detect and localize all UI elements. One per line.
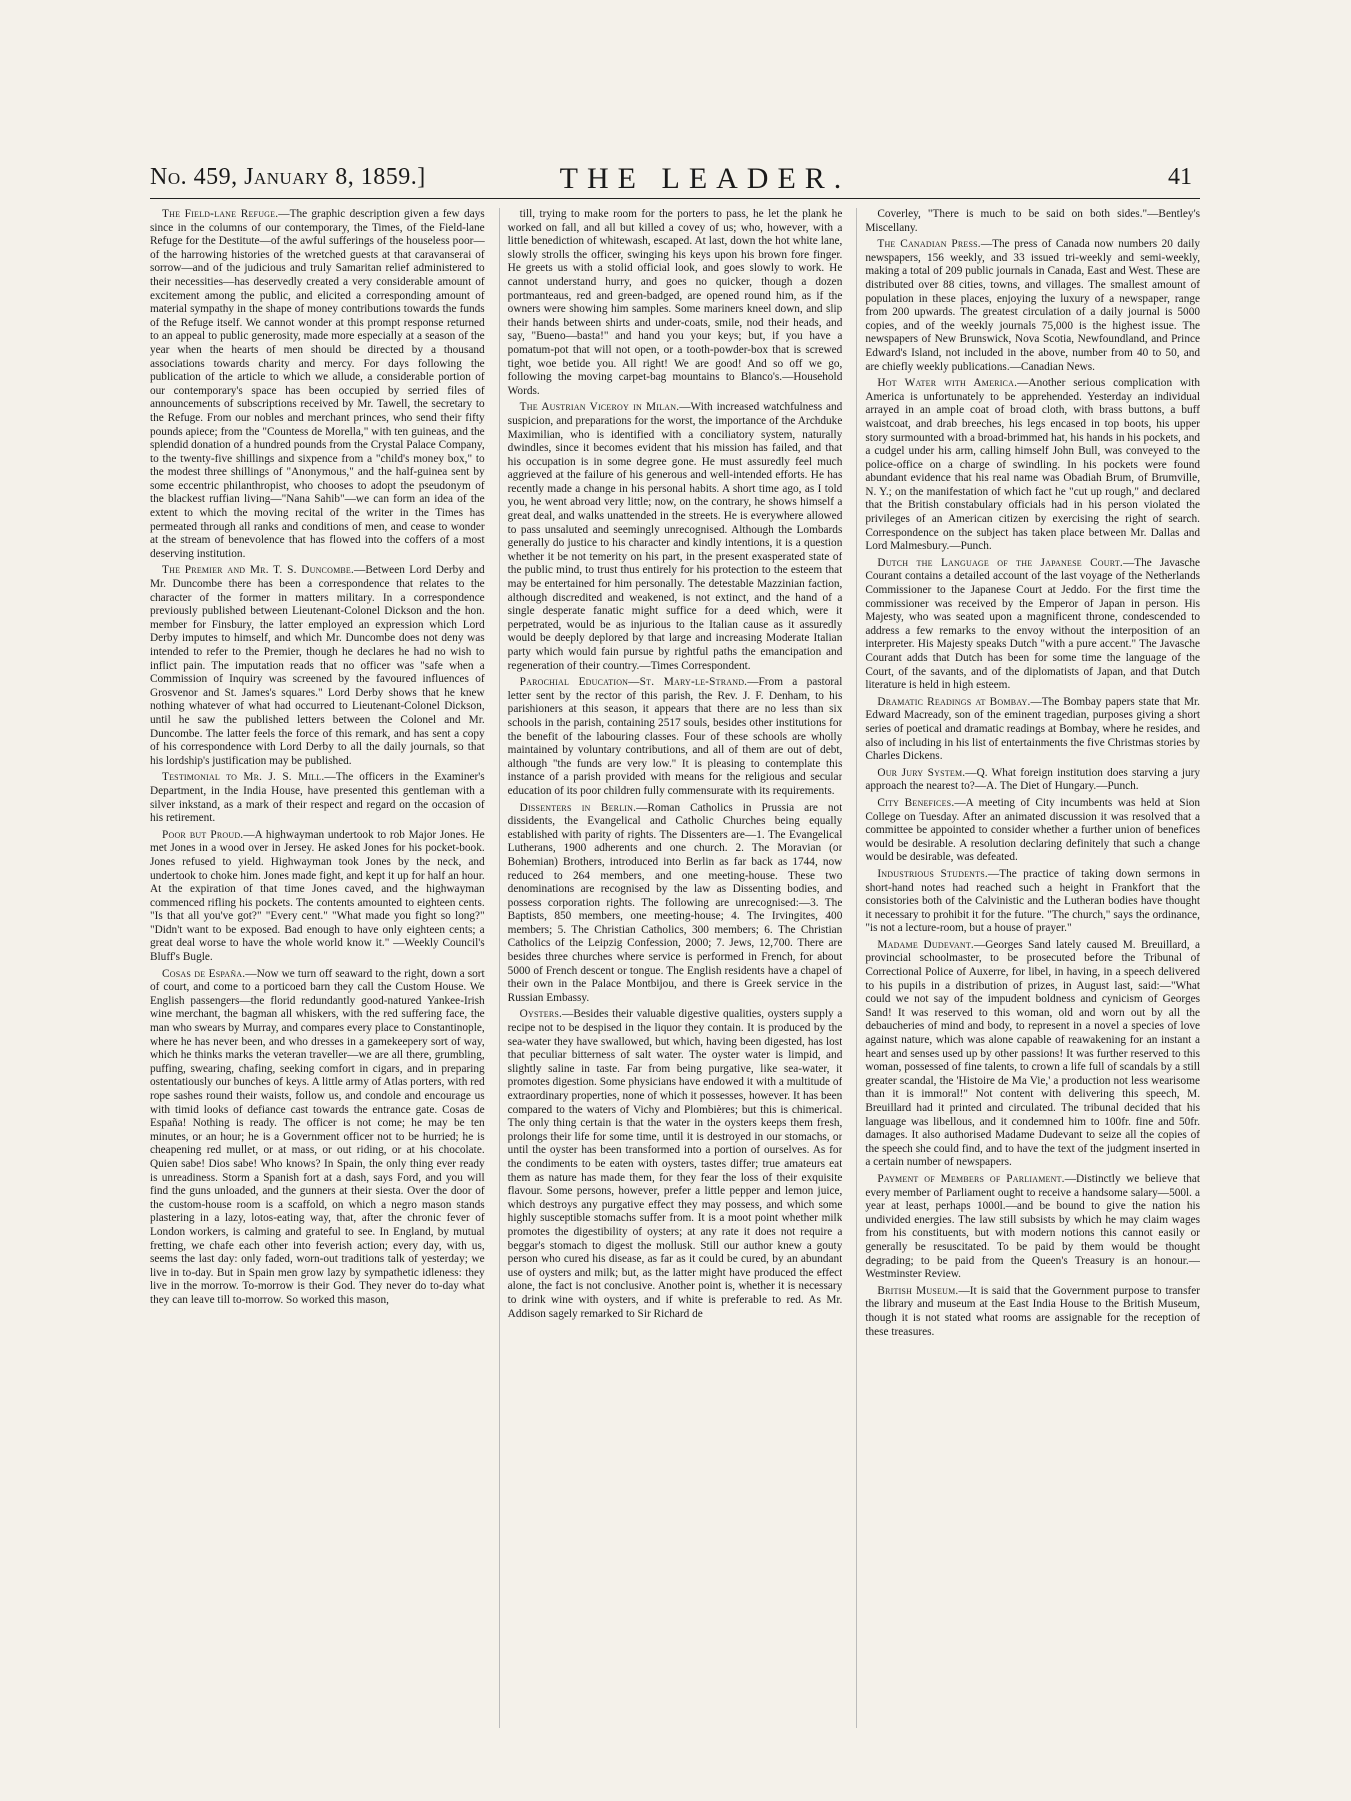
article-heading: Testimonial to Mr. J. S. Mill.	[162, 771, 325, 784]
article-text: —Besides their valuable digestive qualities, oysters supply a recipe not to be despised in the liquor they contain. It is produced by the sea-water they have swallowed, but which, having been digested, has lost that peculiar bitterness of salt water. The oyster water is limpid, and slightly saline in taste. Far from being purgative, like sea-water, it promotes digestion. Some physicians have endowed it with a multitude of extraordinary properties, none of which it possesses, however. It has been compared to the waters of Vichy and Plombières; but this is chimerical. The only thing certain is that the water in the oysters keeps them fresh, prolongs their life for some time, until it is destroyed in our stomachs, or until the oyster has been transformed into a portion of ourselves. As for the condiments to be eaten with oysters, tastes differ; true amateurs eat them as nature has made them, for they fear the loss of their exquisite flavour. Some persons, however, prefer a little pepper and lemon juice, which destroys any purgative effect they may possess, and which some highly susceptible stomachs suffer from. It is a moot point whether milk promotes the digestibility of oysters; at any rate it does not require a beggar's stomach to digest the mollusk. Still our author knew a gouty person who cured his disease, as far as it could be cured, by an abundant use of oysters and milk; but, as the latter might have produced the effect alone, the fact is not conclusive. Another point is, whether it is necessary to drink wine with oysters, and if white is preferable to red. As Mr. Addison sagely remarked to Sir Richard de	[507, 1008, 843, 1320]
article-text: —Georges Sand lately caused M. Breuillard, a provincial schoolmaster, to be prosecuted before the Tribunal of Correctional Police of Auxerre, for libel, in having, in a speech delivered to his pupils in a distribution of prizes, in August last, said:—"What could we not say of the impudent boldness and cynicism of Georges Sand! It was reserved to this woman, old and worn out by all the debaucheries of mind and body, to represent in a novel a species of love against nature, which was alone capable of reawakening for an instant a heart and senses used up by other passions! It was further reserved to this woman, possessed of fine talents, to crown a life full of scandals by a still greater scandal, the 'Histoire de Ma Vie,' a production not less wearisome than it is immoral!" Not content with delivering this speech, M. Breuillard had it printed and circulated. The tribunal decided that his language was libellous, and it condemned him to 100fr. fine and 50fr. damages. It also authorised Madame Dudevant to seize all the copies of the speech she could find, and to have the text of the judgment inserted in a certain number of newspapers.	[865, 938, 1201, 1169]
article-paragraph	[508, 401, 843, 673]
article-columns	[150, 208, 1200, 1728]
article-heading: Hot Water with America.	[877, 377, 1018, 390]
article-heading: Dissenters in Berlin.	[519, 801, 637, 814]
article-text: —It is said that the Government purpose to transfer the library and museum at the East India House to the British Museum, though it is not stated what rooms are assignable for the reception of these treasures.	[865, 1284, 1201, 1338]
article-heading: Industrious Students.	[877, 867, 988, 880]
article-paragraph	[150, 968, 485, 1308]
article-text: —Roman Catholics in Prussia are not dissidents, the Evangelical and Catholic Churches being equally established with parity of rights. The Dissenters are—1. The Evangelical Lutherans, 1900 adherents and one church. 2. The Moravian (or Bohemian) Brothers, introduced into Berlin as far back as 1744, now reduced to 264 members, and one meeting-house. These two denominations are recognised by the law as Dissenting bodies, and possess corporation rights. The following are unrecognised:—3. The Baptists, 850 members, one meeting-house; 4. The Irvingites, 400 members; 5. The Christian Catholics, 300 members; 6. The Christian Catholics of the Leipzig Confession, 2000; 7. Jews, 12,700. There are besides three churches where service is performed in French, for about 5000 of French descent or tongue. The English residents have a chapel of their own in the Palace Montbijou, and there is Greek service in the Russian Embassy.	[507, 801, 843, 1004]
column-3	[856, 208, 1200, 1728]
article-paragraph	[865, 868, 1200, 936]
article-paragraph	[508, 802, 843, 1006]
article-paragraph	[508, 676, 843, 798]
article-paragraph	[865, 939, 1200, 1170]
article-paragraph	[865, 767, 1200, 794]
article-paragraph	[865, 208, 1200, 235]
article-paragraph	[865, 557, 1200, 693]
article-heading: British Museum.	[877, 1284, 959, 1297]
article-text: —Q. What foreign institution does starving a jury approach the nearest to?—A. The Diet of Hungary.—Punch.	[865, 766, 1201, 793]
article-text: —The officers in the Examiner's Department, in the India House, have presented this gentleman with a silver inkstand, as a mark of their respect and regard on the occasion of his retirement.	[150, 771, 485, 825]
article-paragraph	[865, 797, 1200, 865]
article-paragraph	[865, 1285, 1200, 1339]
article-paragraph	[150, 829, 485, 965]
article-paragraph	[150, 771, 485, 825]
article-text: —From a pastoral letter sent by the rector of this parish, the Rev. J. F. Denham, to his parishioners at this season, it appears that there are no less than six schools in the parish, containing 2517 souls, besides other institutions for the benefit of the labouring classes. Four of these schools are wholly maintained by voluntary contributions, and all of them are out of debt, although "the funds are very low." It is pleasing to contemplate this instance of a parish provided with means for the religious and secular education of its poor children fully commensurate with its requirements.	[507, 676, 843, 797]
article-text: —Between Lord Derby and Mr. Duncombe there has been a correspondence that relates to the character of the former in matters military. In a correspondence previously published between Lieutenant-Colonel Dickson and the hon. member for Finsbury, the latter employed an expression which Lord Derby imputes to himself, and which Mr. Duncombe does not deny was intended to refer to the Premier, though he declares he had no wish to inflict pain. The imputation reads that no officer was "safe when a Commission of Inquiry was screened by the favoured influences of Grosvenor and St. James's squares." Lord Derby shows that he knew nothing whatever of what had occurred to Lieutenant-Colonel Dickson, until he saw the published letters between the Colonel and Mr. Duncombe. The latter feels the force of this remark, and has sent a copy of his correspondence with Lord Derby to all the daily journals, so that his lordship's justification may be published.	[150, 564, 485, 767]
article-heading: The Field-lane Refuge.	[162, 208, 279, 220]
article-paragraph	[150, 564, 485, 768]
article-paragraph	[150, 208, 485, 561]
article-text: —The practice of taking down sermons in short-hand notes had reached such a height in Frankfort that the consistories both of the Calvinistic and the Lutheran bodies have thought it necessary to prohibit it for the future. "The church," says the ordinance, "is not a lecture-room, but a house of prayer."	[865, 867, 1201, 935]
article-heading: Parochial Education—St. Mary-le-Strand.	[519, 676, 748, 689]
article-text: —A highwayman undertook to rob Major Jones. He met Jones in a wood over in Jersey. He asked Jones for his pocket-book. Jones refused to yield. Highwayman took Jones by the neck, and undertook to choke him. Jones made fight, and kept it up for half an hour. At the expiration of that time Jones caved, and the highwayman commenced rifling his pockets. The contents amounted to eighteen cents. "Is that all you've got?" "Every cent." "What made you fight so long?" "Didn't want to be exposed. Bad enough to have only eighteen cents; a great deal worse to have the whole world know it." —Weekly Council's Bluff's Bugle.	[150, 828, 485, 964]
article-paragraph	[865, 377, 1200, 554]
article-text: —Now we turn off seaward to the right, down a sort of court, and come to a porticoed barn they call the Custom House. We English passengers—the florid redundantly good-natured Yankee-Irish wine merchant, the bagman all whiskers, with the red suffering face, the man who swears by Murray, and compares every place to Constantinople, where he has never been, and who dresses in a gamekeepery sort of way, which he thinks marks the veteran traveller—we are all there, grumbling, puffing, swearing, chafing, seeking comfort in cigars, and in preparing ostentatiously our bunches of keys. A little army of Atlas porters, with red rope sashes round their waists, follow us, and condole and encourage us with timid looks of defiance cast towards the entrance gate. Cosas de España! Nothing is ready. The officer is not come; he may be ten minutes, or an hour; he is a Government officer not to be hurried; he is cheapening red mullet, or at mass, or out riding, or at his chocolate. Quien sabe! Dios sabe! Who knows? In Spain, the only thing ever ready is unreadiness. Storm a Spanish fort at a dash, says Ford, and you will find the guns unloaded, and the gunners at their siesta. Over the door of the custom-house room is a scaffold, on which a negro mason stands plastering in a lazy, lotos-eating way, that, after the chronic fever of London workers, is calming and grateful to see. In England, by mutual fretting, we chafe each other into feverish action; every day, with us, seems the last day: only faded, worn-out traditions talk of yesterday; we live in to-day. But in Spain men grow lazy by sympathetic idleness: they live in the morrow. To-morrow is their God. They never do to-day what they can leave till to-morrow. So worked this mason,	[150, 967, 485, 1306]
article-text: —The Bombay papers state that Mr. Edward Macready, son of the eminent tragedian, purposes giving a short series of poetical and dramatic readings at Bombay, where he resides, and also of including in his list of entertainments the five Christmas stories by Charles Dickens.	[865, 695, 1201, 763]
article-text: —The graphic description given a few days since in the columns of our contemporary, the Times, of the Field-lane Refuge for the Destitute—of the awful sufferings of the houseless poor—of the harrowing histories of the wretched guests at that caravanserai of sorrow—and of the judicious and truly Samaritan relief administered to their necessities—has deservedly created a very considerable amount of excitement among the public, and elicited a corresponding amount of material sympathy in the shape of money contributions towards the funds of the Refuge itself. We cannot wonder at this prompt response returned to an appeal to public generosity, made more especially at a season of the year when the hearts of men should be directed by a thousand associations towards charity and mercy. For days following the publication of the article to which we allude, a considerable portion of our contemporary's space has been occupied by serried files of announcements of subscriptions received by Mr. Tawell, the secretary to the Refuge. From our nobles and merchant princes, who send their fifty pounds apiece; from the "Countess de Morella," with ten guineas, and the splendid donation of a hundred pounds from the Crystal Palace Company, to the twenty-five shillings and sixpence from a "child's money box," to the modest three shillings of "Anonymous," and the half-guinea sent by some eccentric philanthropist, who chooses to adopt the pseudonym of the blackest ruffian living—"Nana Sahib"—we can form an idea of the extent to which the moving recital of the writer in the Times has permeated through all ranks and conditions of men, and cease to wonder at the stream of benevolence that has flowed into the coffers of a most deserving institution.	[150, 208, 485, 560]
article-heading: Cosas de España.	[162, 967, 246, 980]
article-text: —Distinctly we believe that every member of Parliament ought to receive a handsome salary—500l. a year at least, perhaps 1000l.—and be bound to give the nation his undivided energies. The law still subsists by which he may claim wages from his constituents, but with modern notions this cannot easily or generally be resuscitated. To be paid by them would be thought degrading; to be paid from the Queen's Treasury is an honour.—Westminster Review.	[865, 1172, 1201, 1281]
article-paragraph	[508, 208, 843, 398]
article-heading: City Benefices.	[877, 796, 955, 809]
article-paragraph	[865, 696, 1200, 764]
page-number: 41	[1168, 164, 1192, 190]
article-text: Coverley, "There is much to be said on both sides."—Bentley's Miscellany.	[865, 208, 1201, 234]
masthead	[150, 158, 1200, 199]
article-heading: The Austrian Viceroy in Milan.	[519, 401, 680, 414]
article-heading: Madame Dudevant.	[877, 938, 974, 951]
article-heading: Our Jury System.	[877, 766, 966, 779]
article-text: till, trying to make room for the porters to pass, he let the plank he worked on fall, and all but killed a covey of us; who, however, with a little benediction of whitewash, escaped. At last, down the hot white lane, slowly strolls the officer, swinging his keys upon his brown fore finger. He greets us with a stolid official look, and goes slowly to work. He cannot understand hurry, and goes no quicker, though a dozen portmanteaus, red and green-badged, are opened round him, as if the owners were showing him samples. Some mariners kneel down, and slip their hands between shirts and under-coats, smile, nod their heads, and say, "Bueno—basta!" and hand you your keys; but, if you have a pomatum-pot that will not open, or a tooth-powder-box that is screwed tight, woe betide you. All right! We are good! And so off we go, following the moving carpet-bag mountains to Blanco's.—Household Words.	[507, 208, 843, 397]
article-heading: Poor but Proud.	[162, 828, 244, 841]
article-paragraph	[865, 1173, 1200, 1282]
column-2	[499, 208, 843, 1728]
article-heading: Dramatic Readings at Bombay.	[877, 695, 1031, 708]
article-text: —The press of Canada now numbers 20 daily newspapers, 156 weekly, and 33 issued tri-weekly and semi-weekly, making a total of 209 public journals in Canada, East and West. These are distributed over 88 cities, towns, and villages. The smallest amount of population in these places, enjoying the luxury of a newspaper, range from 200 upwards. The greatest circulation of a daily journal is 5000 copies, and of the weekly journals 75,000 is the highest issue. The newspapers of New Brunswick, Nova Scotia, Newfoundland, and Prince Edward's Island, not included in the above, number from 40 to 50, and are chiefly weekly publications.—Canadian News.	[865, 238, 1201, 373]
article-heading: The Canadian Press.	[877, 238, 981, 251]
article-heading: Oysters.	[519, 1008, 563, 1021]
newspaper-page	[150, 150, 1200, 1730]
article-paragraph	[865, 238, 1200, 374]
issue-date: No. 459, January 8, 1859.]	[150, 164, 426, 190]
article-heading: Dutch the Language of the Japanese Court.	[877, 556, 1123, 569]
article-text: —Another serious complication with America is unfortunately to be apprehended. Yesterday an individual arrayed in an ample coat of broad cloth, with brass buttons, a buff waistcoat, and drab breeches, his legs encased in top boots, his upper story surmounted with a broad-brimmed hat, his hands in his pockets, and a cudgel under his arm, calling himself John Bull, was conveyed to the police-office on a charge of swindling. In his pockets were found abundant evidence that his real name was Obadiah Brum, of Brumville, N. Y.; on the manifestation of which fact he "cut up rough," and declared that the British constabulary officials had in his person violated the privileges of an American citizen by exercising the right of search. Correspondence on the subject has taken place between Mr. Dallas and Lord Malmesbury.—Punch.	[865, 377, 1201, 553]
column-1	[150, 208, 485, 1728]
article-text: —The Javasche Courant contains a detailed account of the last voyage of the Netherlands Commissioner to the Japanese Court at Jeddo. For the first time the commissioner was received by the Emperor of Japan in person. His Majesty, who was seated upon a magnificent throne, condescended to address a few remarks to the envoy without the interposition of an interpreter. His Majesty speaks Dutch "with a pure accent." The Javasche Courant adds that Dutch has been for some time the language of the Court, of the savants, and of the diplomatists of Japan, and that Dutch literature is held in high esteem.	[865, 556, 1201, 692]
article-text: —With increased watchfulness and suspicion, and preparations for the worst, the importance of the Archduke Maximilian, who is identified with a conciliatory system, naturally dwindles, since it becomes evident that his mission has failed, and that his occupation is in some degree gone. He must assuredly feel much aggrieved at the failure of his generous and well-intended efforts. He has recently made a change in his personal habits. A short time ago, as I told you, he went abroad very little; now, on the contrary, he shows himself a great deal, and walks unattended in the streets. He is everywhere allowed to pass unsaluted and seemingly unrecognised. Although the Lombards generally do justice to his character and kindly intentions, it is a question whether it be not temerity on his part, in the present exasperated state of the public mind, to trust thus entirely for his protection to the esteem that may be entertained for him personally. The detestable Mazzinian faction, although discredited and weakened, is not extinct, and the hand of a single desperate fanatic might suffice for a deed which, were it perpetrated, would be as injurious to the Italian cause as it assuredly would be deeply deplored by that large and increasing Moderate Italian party which would fain pursue by rightful paths the emancipation and regeneration of their country.—Times Correspondent.	[507, 401, 843, 672]
article-heading: The Premier and Mr. T. S. Duncombe.	[162, 564, 355, 577]
article-paragraph	[508, 1008, 843, 1321]
article-heading: Payment of Members of Parliament.	[877, 1172, 1065, 1185]
newspaper-title: THE LEADER.	[559, 162, 851, 195]
article-text: —A meeting of City incumbents was held at Sion College on Tuesday. After an animated discussion it was resolved that a committee be appointed to consider whether a further union of benefices would be desirable. A resolution declaring definitely that such a change would be desirable, was defeated.	[865, 796, 1201, 864]
